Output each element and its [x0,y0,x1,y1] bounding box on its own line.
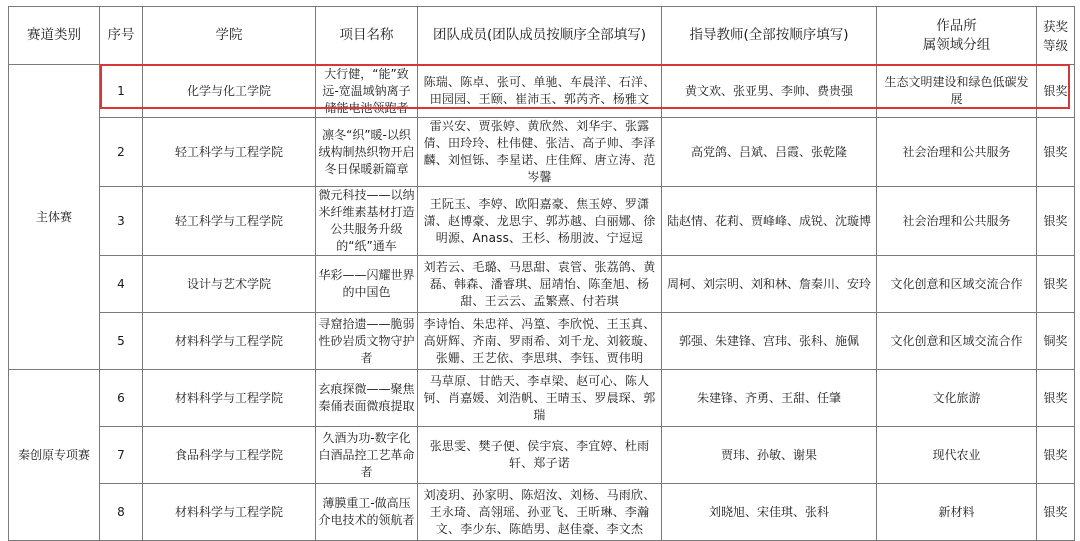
no-cell: 7 [100,427,143,484]
awards-table [8,6,1075,541]
project-cell: 玄痕探微——聚焦秦俑表面微痕提取 [316,370,418,427]
college-cell: 轻工科学与工程学院 [143,118,316,187]
award-cell: 银奖 [1037,370,1075,427]
award-cell: 银奖 [1037,484,1075,541]
award-cell: 银奖 [1037,256,1075,313]
no-cell: 5 [100,313,143,370]
advisors-cell: 高党鸽、吕斌、吕霞、张乾隆 [662,118,877,187]
table-row [9,65,1075,118]
advisors-cell: 周柯、刘宗明、刘和林、詹秦川、安玲 [662,256,877,313]
no-cell: 4 [100,256,143,313]
members-cell: 刘凌玥、孙家明、陈炤汝、刘杨、马雨欣、王永琦、高翎瑶、孙亚飞、王昕琳、李瀚文、李少东、陈皓男、赵佳豪、李文杰 [418,484,662,541]
project-cell: 华彩——闪耀世界的中国色 [316,256,418,313]
advisors-cell: 黄文欢、张亚男、李帅、费贵强 [662,65,877,118]
no-cell: 2 [100,118,143,187]
table-row [9,118,1075,187]
project-cell: 寻窟拾遗——脆弱性砂岩质文物守护者 [316,313,418,370]
table-row [9,427,1075,484]
header-members: 团队成员(团队成员按顺序全部填写) [418,7,662,65]
members-cell: 马草原、甘皓天、李卓梁、赵可心、陈人钶、肖嘉媛、刘浩帆、王晴玉、罗晨琛、郭瑞 [418,370,662,427]
members-cell: 雷兴安、贾张婷、黄欣然、刘华宇、张露倩、田玲玲、杜伟健、张洁、高子帅、李泽麟、刘恒铄、李星诺、庄佳辉、唐立涛、范岑馨 [418,118,662,187]
advisors-cell: 贾玮、孙敏、谢果 [662,427,877,484]
table-row [9,313,1075,370]
college-cell: 材料科学与工程学院 [143,370,316,427]
award-cell: 银奖 [1037,118,1075,187]
header-advisors: 指导教师(全部按顺序填写) [662,7,877,65]
project-cell: 大行健，“能”致远-宽温域钠离子储能电池领跑者 [316,65,418,118]
award-cell: 银奖 [1037,187,1075,256]
college-cell: 设计与艺术学院 [143,256,316,313]
field-cell: 文化旅游 [877,370,1037,427]
header-track: 赛道类别 [9,7,100,65]
field-cell: 新材料 [877,484,1037,541]
college-cell: 材料科学与工程学院 [143,484,316,541]
advisors-cell: 郭强、朱建锋、宫玮、张科、施佩 [662,313,877,370]
college-cell: 化学与化工学院 [143,65,316,118]
header-award: 获奖等级 [1037,7,1075,65]
no-cell: 6 [100,370,143,427]
field-cell: 社会治理和公共服务 [877,118,1037,187]
members-cell: 李诗怡、朱忠祥、冯篁、李欣悦、王玉真、高妍辉、齐南、罗雨希、刘千龙、刘筱璇、张姗、王艺依、李思琪、李钰、贾伟明 [418,313,662,370]
members-cell: 陈瑞、陈卓、张可、单驰、车晨洋、石洋、田园园、王颐、崔沛玉、郭芮齐、杨雅文 [418,65,662,118]
no-cell: 3 [100,187,143,256]
college-cell: 材料科学与工程学院 [143,313,316,370]
field-cell: 社会治理和公共服务 [877,187,1037,256]
project-cell: 微元科技——以纳米纤维素基材打造公共服务升级的“纸”通车 [316,187,418,256]
award-cell: 铜奖 [1037,313,1075,370]
field-cell: 生态文明建设和绿色低碳发展 [877,65,1037,118]
header-college: 学院 [143,7,316,65]
college-cell: 食品科学与工程学院 [143,427,316,484]
header-field [877,7,1037,65]
track-cell-special: 秦创原专项赛 [9,370,100,541]
table-row [9,484,1075,541]
header-field-line1: 作品所 [936,17,977,34]
header-project: 项目名称 [316,7,418,65]
no-cell: 8 [100,484,143,541]
advisors-cell: 刘晓旭、宋佳琪、张科 [662,484,877,541]
advisors-cell: 朱建锋、齐勇、王甜、任肇 [662,370,877,427]
members-cell: 王阮玉、李婷、欧阳嘉豪、焦玉婷、罗潇潇、赵博豪、龙思宇、郭苏越、白丽娜、徐明源、Anass、王杉、杨朋波、宁逗逗 [418,187,662,256]
project-cell: 久酒为功-数字化白酒品控工艺革命者 [316,427,418,484]
field-cell: 现代农业 [877,427,1037,484]
table-row [9,187,1075,256]
header-no: 序号 [100,7,143,65]
no-cell: 1 [100,65,143,118]
field-cell: 文化创意和区域交流合作 [877,256,1037,313]
award-cell: 银奖 [1037,65,1075,118]
college-cell: 轻工科学与工程学院 [143,187,316,256]
track-cell-main: 主体赛 [9,65,100,370]
members-cell: 张思雯、樊子便、侯宇宸、李宜婷、杜雨轩、郑子诺 [418,427,662,484]
header-field-line2: 属领域分组 [922,36,991,53]
field-cell: 文化创意和区域交流合作 [877,313,1037,370]
project-cell: 凛冬“织”暖-以织绒构制热织物开启冬日保暖新篇章 [316,118,418,187]
project-cell: 薄膜重工-做高压介电技术的领航者 [316,484,418,541]
advisors-cell: 陆赵情、花莉、贾峰峰、成锐、沈璇博 [662,187,877,256]
table-row [9,370,1075,427]
members-cell: 刘若云、毛璐、马思甜、袁管、张荔鸽、黄磊、韩森、潘睿琪、屈靖怡、陈奎旭、杨甜、王云云、孟繁熹、付若琪 [418,256,662,313]
header-row [9,7,1075,65]
table-row [9,256,1075,313]
award-cell: 银奖 [1037,427,1075,484]
